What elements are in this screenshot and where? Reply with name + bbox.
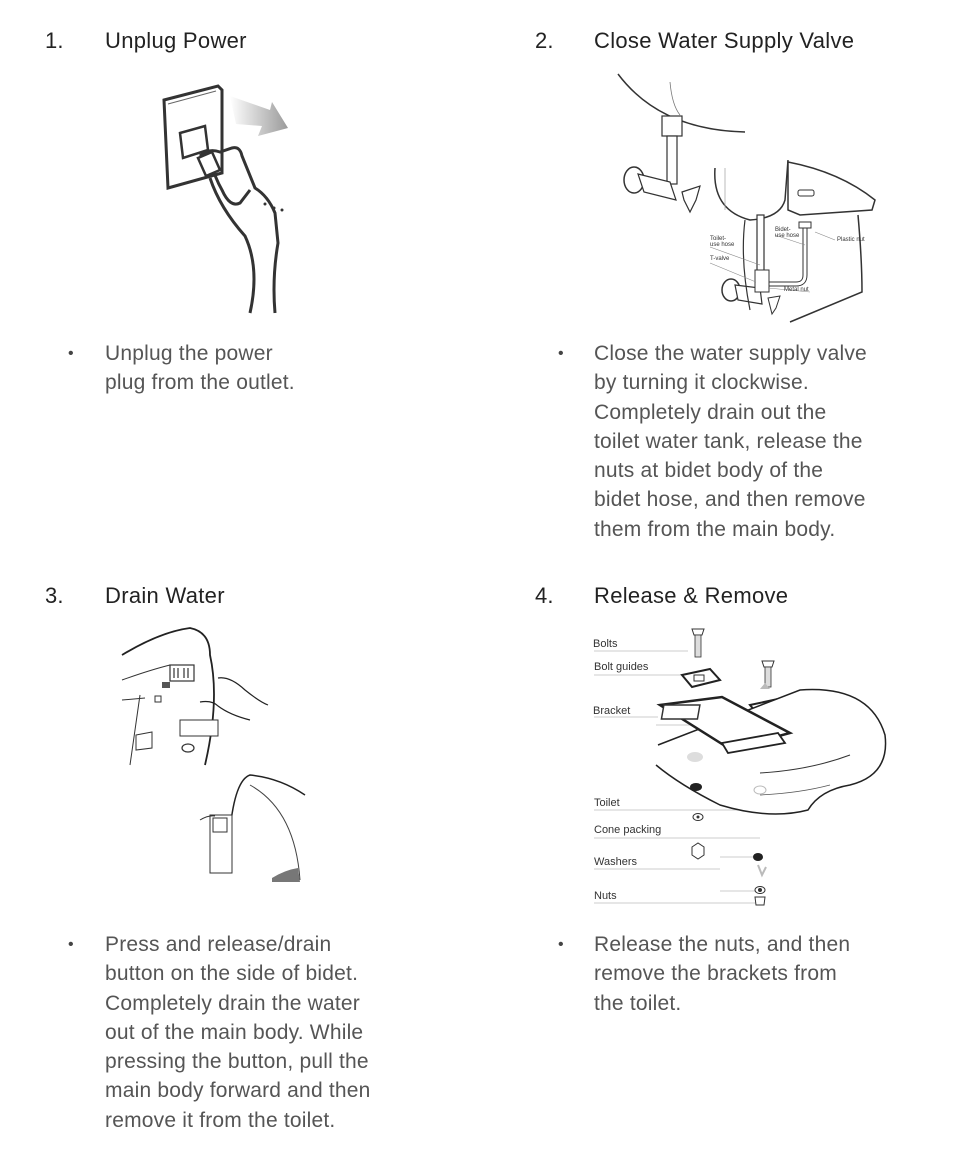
bullet: • <box>68 345 74 362</box>
step-number: 3. <box>45 583 64 608</box>
description-line: main body forward and then <box>105 1079 371 1103</box>
water-valve-illustration <box>600 60 900 330</box>
label-washers: Washers <box>594 856 637 868</box>
bullet: • <box>68 936 74 953</box>
description-line: Completely drain the water <box>105 991 360 1015</box>
label-nuts: Nuts <box>594 890 617 902</box>
description-line: Press and release/drain <box>105 933 332 956</box>
label-bidet-use-hose: Bidet- <box>775 227 791 233</box>
description-line: the toilet. <box>594 991 682 1015</box>
label-t-valve: T-valve <box>710 256 730 262</box>
description-line: Unplug the power <box>105 342 273 365</box>
label-toilet-use-hose: Toilet- <box>710 236 727 242</box>
description-line: them from the main body. <box>594 517 836 541</box>
description-line: remove the brackets from <box>594 962 837 986</box>
label-bolt-guides: Bolt guides <box>594 661 649 673</box>
description-line: pressing the button, pull the <box>105 1050 369 1074</box>
bracket-removal-illustration <box>580 625 900 915</box>
step-description <box>105 930 475 1135</box>
step-number: 4. <box>535 583 554 608</box>
description-line: Release the nuts, and then <box>594 933 851 956</box>
description-line: nuts at bidet body of the <box>594 459 824 483</box>
drain-water-illustration <box>100 620 330 890</box>
step-description <box>594 339 964 544</box>
label-bracket: Bracket <box>593 705 631 717</box>
unplug-power-illustration <box>150 78 320 318</box>
step-title: Drain Water <box>105 583 225 608</box>
label-metal-nut: Metal nut <box>784 287 809 293</box>
description-line: Close the water supply valve <box>594 342 867 365</box>
step-title: Unplug Power <box>105 28 247 53</box>
description-line: out of the main body. While <box>105 1020 364 1044</box>
step-number: 2. <box>535 28 554 53</box>
step-title: Close Water Supply Valve <box>594 28 855 53</box>
bullet: • <box>558 345 564 362</box>
step-3-drain-water <box>0 560 483 1162</box>
label-cone-packing: Cone packing <box>594 824 662 836</box>
step-description <box>105 339 465 398</box>
label-toilet-use-hose: use hose <box>710 242 735 248</box>
description-line: button on the side of bidet. <box>105 962 359 986</box>
bracket-exploded-diagram-icon <box>580 625 900 915</box>
description-line: toilet water tank, release the <box>594 429 863 453</box>
description-line: by turning it clockwise. <box>594 371 809 395</box>
label-plastic-nut: Plastic nut <box>837 237 865 243</box>
bullet: • <box>558 936 564 953</box>
description-line: Completely drain out the <box>594 400 827 424</box>
step-1-unplug-power <box>0 0 483 560</box>
label-bidet-use-hose: use hose <box>775 233 800 239</box>
step-4-release-and-remove <box>483 560 966 1162</box>
water-valve-diagram-icon <box>600 60 900 330</box>
step-number: 1. <box>45 28 64 53</box>
description-line: remove it from the toilet. <box>105 1108 336 1132</box>
description-line: bidet hose, and then remove <box>594 488 866 512</box>
label-bolts: Bolts <box>593 638 618 650</box>
description-line: plug from the outlet. <box>105 371 295 395</box>
label-toilet: Toilet <box>594 797 620 809</box>
step-2-close-water-supply-valve <box>483 0 966 560</box>
step-title: Release & Remove <box>594 583 789 608</box>
hand-plug-icon <box>150 78 320 318</box>
step-description <box>594 930 964 1018</box>
drain-button-diagram-icon <box>100 620 330 890</box>
